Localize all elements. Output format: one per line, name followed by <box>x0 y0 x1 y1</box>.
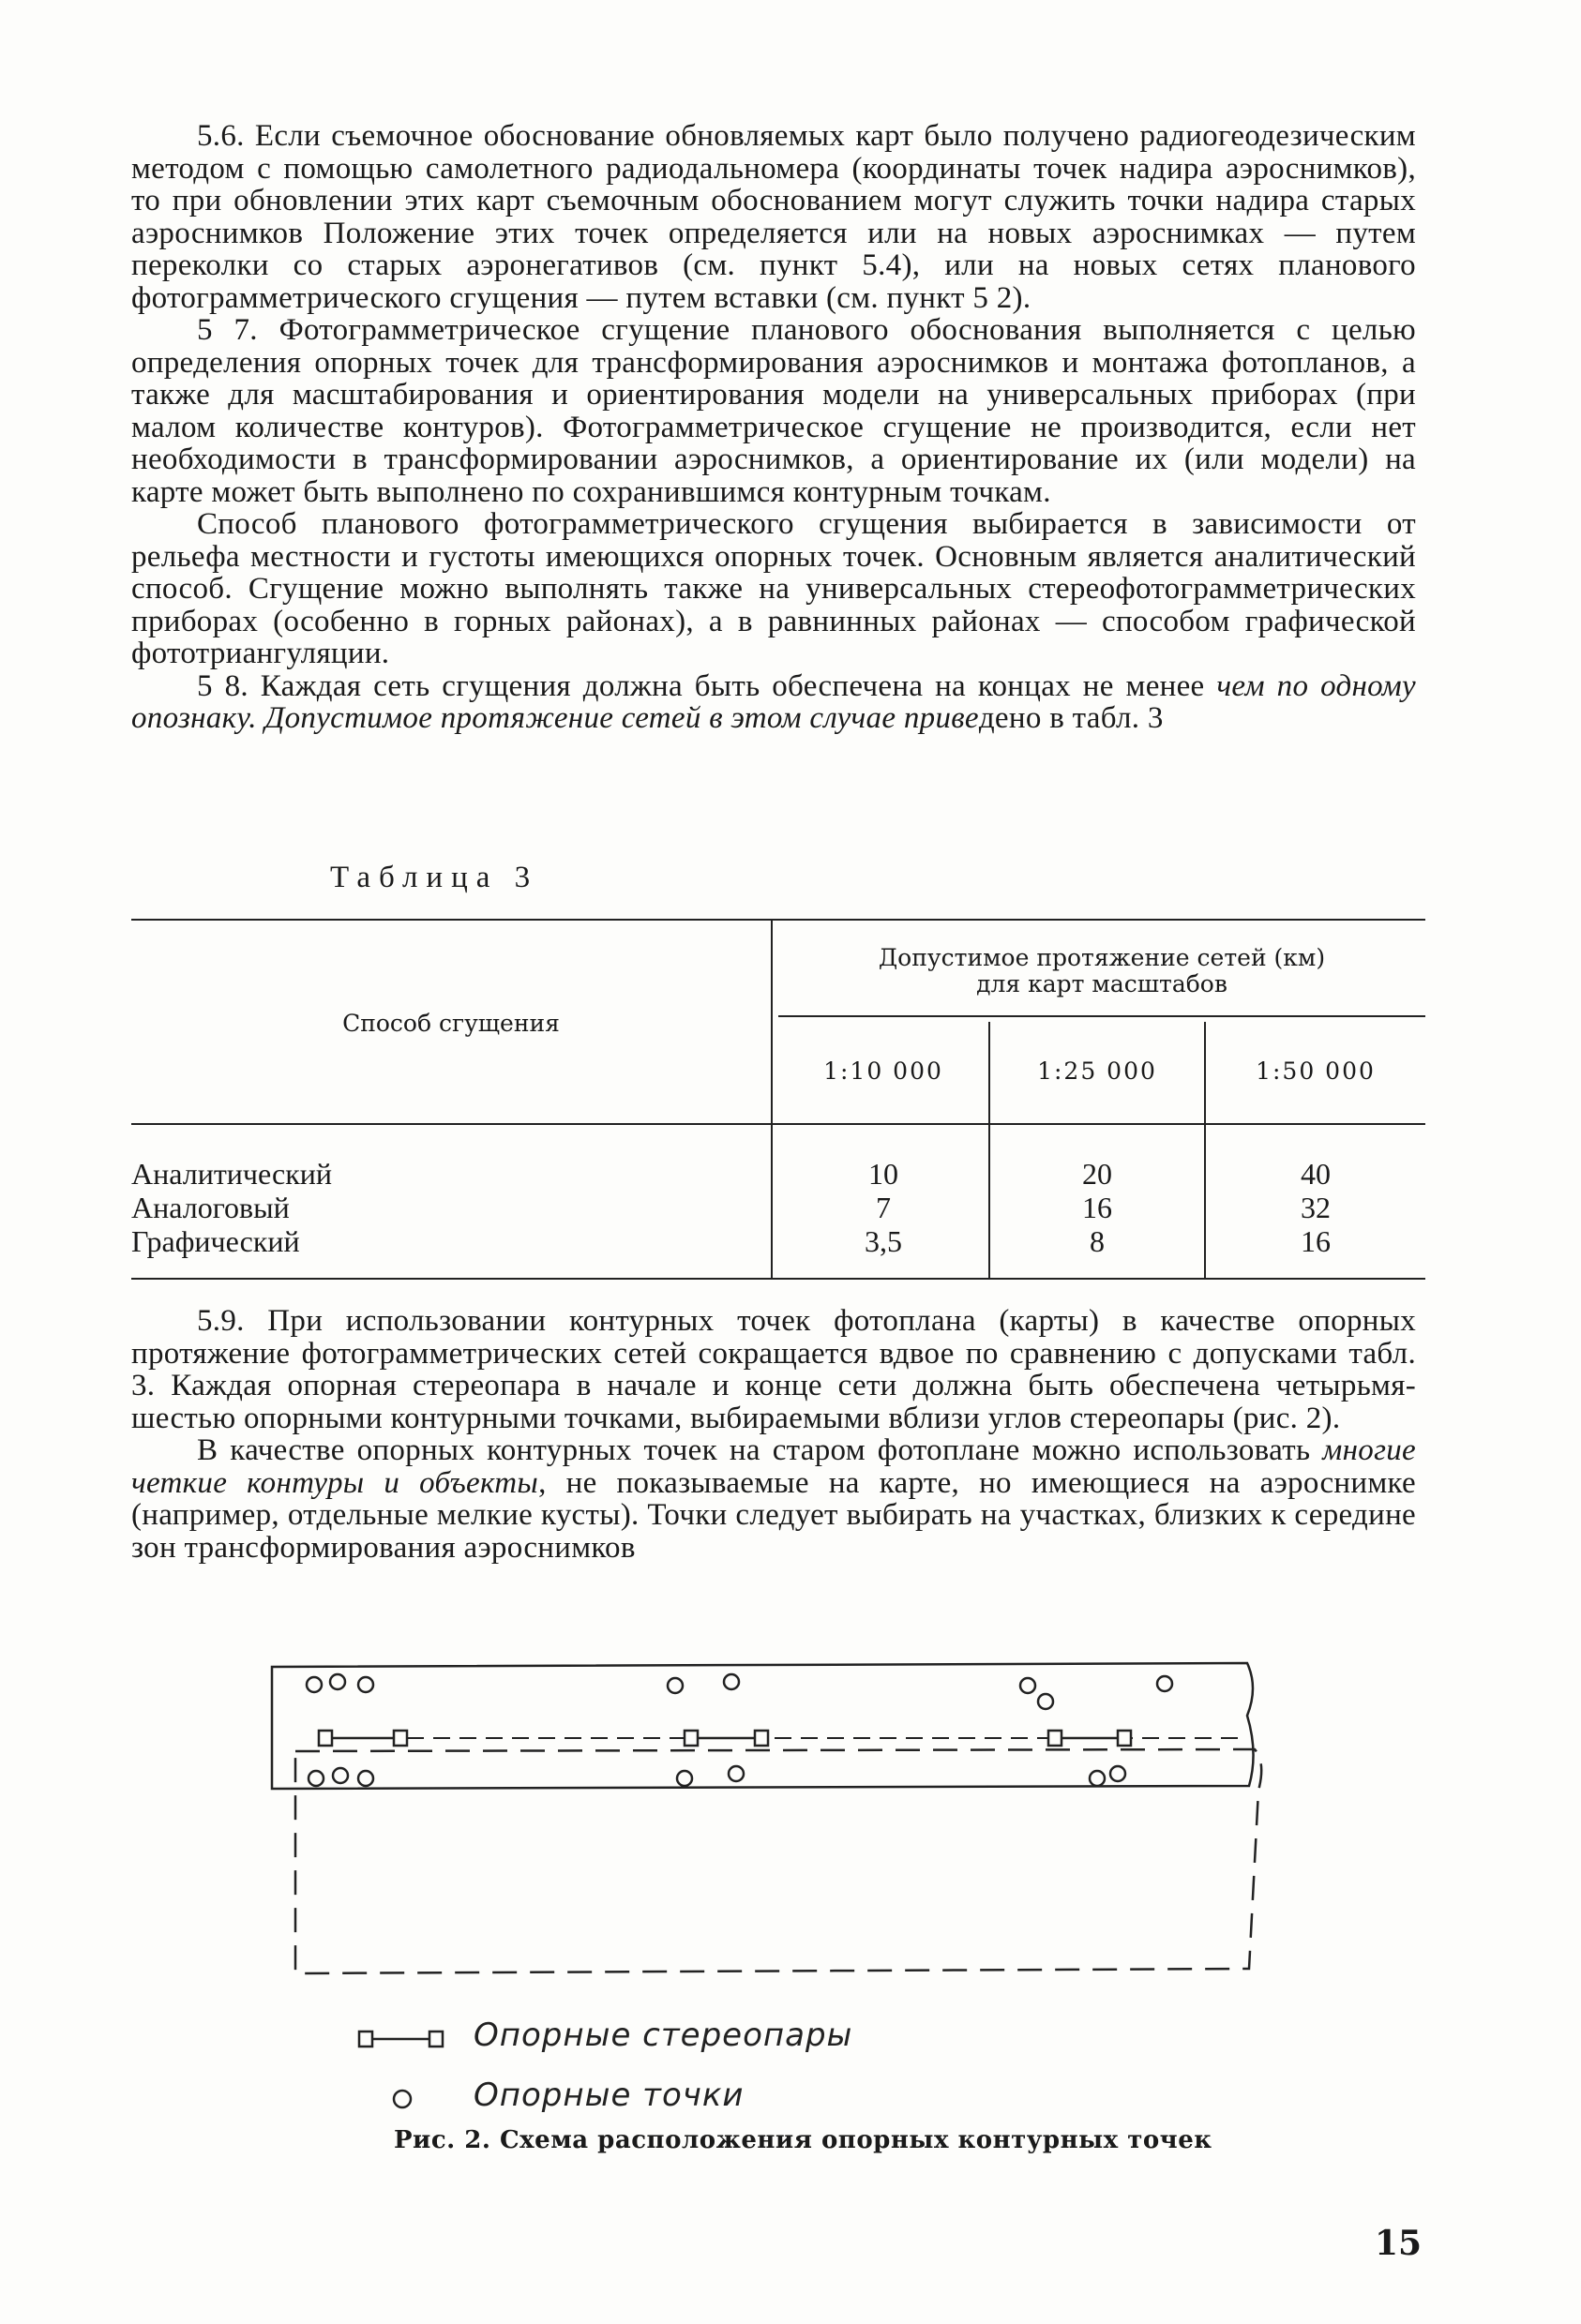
legend-control-points-label: Опорные точки <box>474 2077 745 2114</box>
control-point-marker <box>358 1771 373 1786</box>
control-points-diagram <box>263 1659 1275 2006</box>
control-point-marker <box>677 1771 692 1786</box>
table-3 <box>131 919 1425 1289</box>
paragraph-control-points <box>131 1434 1416 1564</box>
table-scale-25000: 1:25 000 <box>1037 1057 1157 1085</box>
table-caption: Таблица 3 <box>330 861 539 894</box>
table-bottom-rule <box>131 1278 1425 1280</box>
control-point-marker <box>1157 1676 1172 1691</box>
table-row-label: Графический <box>131 1224 300 1258</box>
figure-legend <box>356 2011 919 2127</box>
control-point-marker <box>358 1677 373 1692</box>
paragraph-5-8 <box>131 670 1416 735</box>
control-point-marker <box>333 1768 348 1783</box>
table-top-rule <box>131 919 1425 921</box>
paragraph-control-points-start: В качестве опорных контурных точек на старом фотоплане можно использовать <box>197 1433 1311 1467</box>
control-point-marker <box>1090 1771 1105 1786</box>
control-point-marker <box>1110 1766 1125 1781</box>
lower-strip-outline <box>295 1749 1261 1973</box>
paragraph-5-6: 5.6. Если съемочное обоснование обновляемых карт было получено радиогеодезическим методом с помощью самолетного радиодальномера (координаты точек надира аэроснимков), то при обновлении этих карт съемочным обоснованием могут служить точки надира старых аэроснимков Положение этих точек определяется или на новых аэроснимках — путем переколки со старых аэронегативов (см. пункт 5.4), или на новых сетях планового фотограмметрического сгущения — путем вставки (см. пункт 5 2). <box>131 119 1416 315</box>
stereo-pair-marker <box>1118 1731 1131 1746</box>
table-row-label: Аналоговый <box>131 1191 290 1224</box>
table-cell: 32 <box>1301 1191 1331 1224</box>
table-cell: 16 <box>1082 1191 1112 1224</box>
table-scale-50000: 1:50 000 <box>1256 1057 1376 1085</box>
table-header-method: Способ сгущения <box>342 1010 560 1037</box>
table-cell: 40 <box>1301 1157 1331 1191</box>
table-cell: 16 <box>1301 1224 1331 1258</box>
paragraph-control-points-italic: многие четкие контуры и объекты <box>131 1433 1416 1500</box>
paragraph-5-8-end: дено в табл. 3 <box>978 701 1164 735</box>
text-block-bottom <box>131 1305 1416 1564</box>
control-point-marker <box>307 1677 322 1692</box>
paragraph-control-points-end: , не показываемые на карте, но имеющиеся на аэроснимке (например, отдельные мелкие кусты). Точки следует выбирать на участках, близких к середине зон трансформирования аэроснимков <box>131 1465 1416 1565</box>
stereo-pair-marker <box>685 1731 698 1746</box>
stereo-pair-marker <box>394 1731 407 1746</box>
paragraph-5-9: 5.9. При использовании контурных точек фотоплана (карты) в качестве опорных протяжение фотограмметрических сетей сокращается вдвое по сравнению с допусками табл. 3. Каждая опорная стереопара в начале и конце сети должна быть обеспечена четырьмя-шестью опорными контурными точками, выбираемыми вблизи углов стереопары (рис. 2). <box>131 1304 1416 1435</box>
control-point-marker <box>309 1771 324 1786</box>
table-cell: 3,5 <box>865 1224 902 1258</box>
control-point-marker <box>1038 1694 1053 1709</box>
legend-row-stereo-pairs <box>356 2011 919 2069</box>
table-scale-10000: 1:10 000 <box>823 1057 943 1085</box>
upper-strip-outline <box>272 1663 1254 1789</box>
table-cell: 8 <box>1090 1224 1105 1258</box>
control-point-marker <box>729 1766 744 1781</box>
table-header-group-line2: для карт масштабов <box>976 970 1227 997</box>
table-header-group-line1: Допустимое протяжение сетей (км) <box>878 944 1326 971</box>
table-cell: 7 <box>876 1191 891 1224</box>
table-cell: 10 <box>868 1157 898 1191</box>
paragraph-5-8-start: 5 8. Каждая сеть сгущения должна быть обеспечена на концах не менее <box>197 668 1205 703</box>
stereo-pair-legend-icon <box>356 2020 450 2058</box>
control-point-marker <box>668 1678 683 1693</box>
table-header-rule <box>131 1123 1425 1125</box>
stereo-pair-marker <box>319 1731 332 1746</box>
text-block-top <box>131 120 1416 735</box>
control-point-marker <box>724 1674 739 1689</box>
stereo-pair-marker <box>755 1731 768 1746</box>
legend-row-control-points <box>356 2069 919 2127</box>
paragraph-method: Способ планового фотограмметрического сгущения выбирается в зависимости от рельефа местности и густоты имеющихся опорных точек. Основным является аналитический способ. Сгущение можно выполнять также на универсальных стереофотограмметрических приборах (особенно в горных районах), а в равнинных районах — способом графической фототриангуляции. <box>131 507 1416 670</box>
control-point-marker <box>1020 1678 1035 1693</box>
table-group-rule <box>778 1015 1425 1017</box>
page-number: 15 <box>1375 2224 1423 2263</box>
paragraph-5-7: 5 7. Фотограмметрическое сгущение планового обоснования выполняется с целью определения опорных точек для трансформирования аэроснимков и монтажа фотопланов, а также для масштабирования и ориентирования модели на универсальных приборах (при малом количестве контуров). Фотограмметрическое сгущение не производится, если нет необходимости в трансформировании аэроснимков, а ориентирование их (или модели) на карте может быть выполнено по сохранившимся контурным точкам. <box>131 313 1416 509</box>
legend-stereo-pairs-label: Опорные стереопары <box>474 2017 853 2054</box>
paragraph-5-8-italic: чем по одному опознаку. Допустимое протяжение сетей в этом случае приве <box>131 668 1416 735</box>
table-cell: 20 <box>1082 1157 1112 1191</box>
control-point-legend-icon <box>389 2080 445 2118</box>
figure-caption: Рис. 2. Схема расположения опорных контурных точек <box>394 2126 1212 2154</box>
stereo-pair-marker <box>1048 1731 1062 1746</box>
table-vrule-1 <box>771 919 773 1278</box>
table-row-label: Аналитический <box>131 1157 333 1191</box>
control-point-marker <box>330 1674 345 1689</box>
